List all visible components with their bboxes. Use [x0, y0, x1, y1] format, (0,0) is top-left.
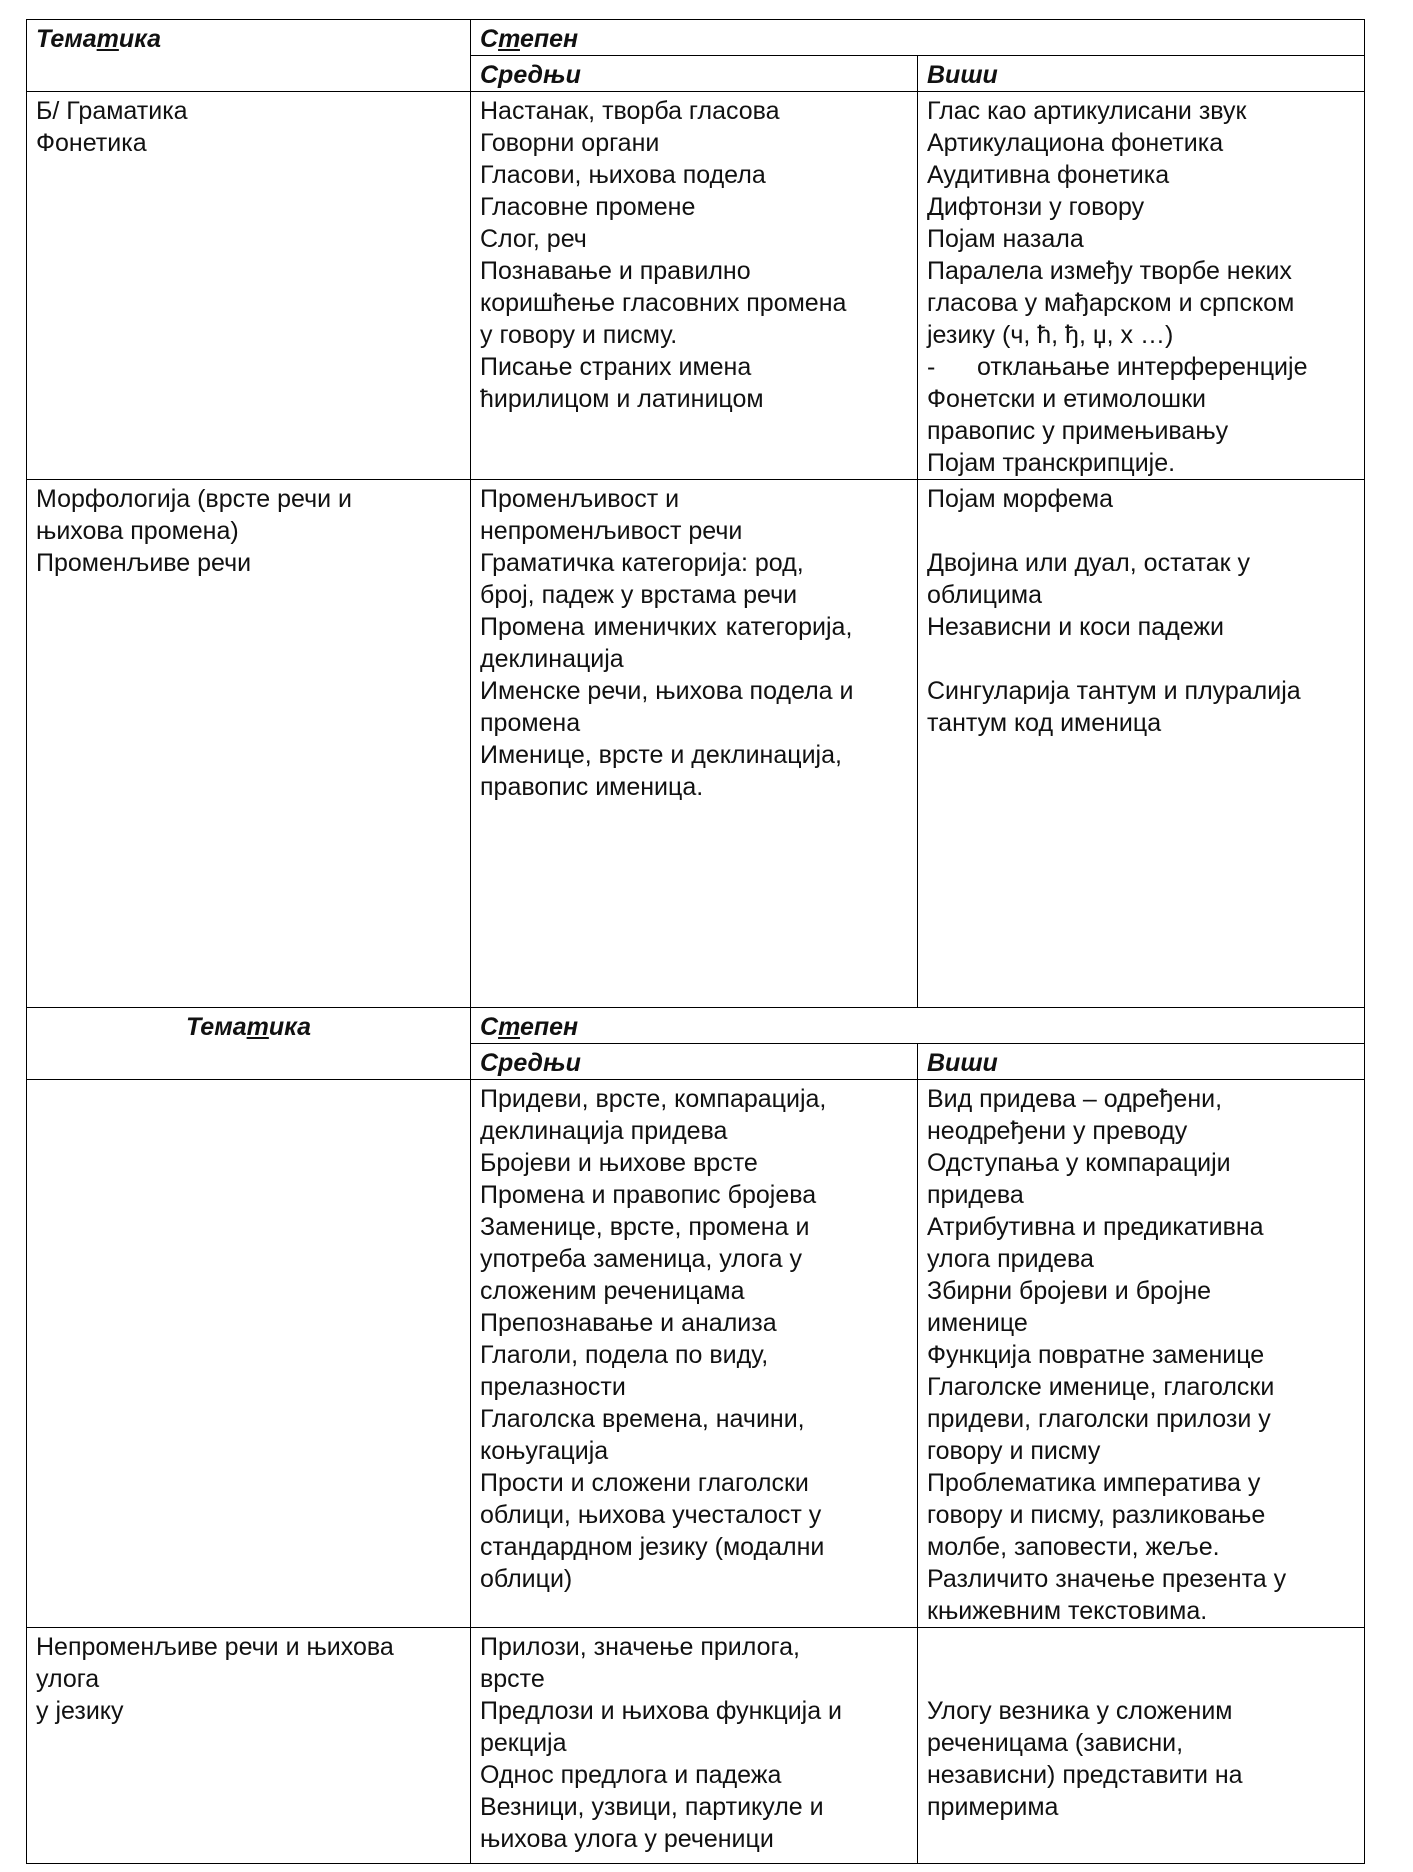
cell-line: сложеним реченицама	[480, 1277, 745, 1305]
cell-line: Непроменљиве речи и њихова	[36, 1633, 394, 1661]
cell-line: Фонетски и етимолошки	[927, 385, 1206, 413]
middle-cell	[471, 1080, 918, 1628]
cell-line: ћирилицом и латиницом	[480, 385, 764, 413]
table-row	[27, 92, 1365, 480]
cell-line: молбе, заповести, жеље.	[927, 1533, 1220, 1561]
topic-cell	[27, 480, 471, 1008]
cell-line: улога	[36, 1665, 100, 1693]
header-topic-label: Тематика	[36, 25, 162, 53]
cell-line: Фонетика	[36, 129, 147, 157]
cell-line: Морфологија (врсте речи и	[36, 485, 353, 513]
cell-line: реченицама (зависни,	[927, 1729, 1184, 1757]
cell-line: Гласовне промене	[480, 193, 696, 221]
cell-line: деклинација	[480, 645, 624, 673]
cell-line: Појам транскрипције.	[927, 449, 1176, 477]
header-row-2	[27, 1008, 1365, 1044]
cell-line: Променљиве речи	[36, 549, 252, 577]
header-row-1	[27, 20, 1365, 56]
header-higher-label: Виши	[927, 61, 998, 89]
cell-line: именице	[927, 1309, 1028, 1337]
cell-line: Прости и сложени глаголски	[480, 1469, 809, 1497]
cell-line: Збирни бројеви и бројне	[927, 1277, 1212, 1305]
header-higher-label: Виши	[927, 1049, 998, 1077]
cell-line: коришћење гласовних промена	[480, 289, 847, 317]
cell-line: Артикулациона фонетика	[927, 129, 1224, 157]
cell-line: Глаголи, подела по виду,	[480, 1341, 769, 1369]
header-middle	[471, 56, 918, 92]
cell-line: Именице, врсте и деклинација,	[480, 741, 842, 769]
cell-line: Промена и правопис бројева	[480, 1181, 817, 1209]
cell-line: Глаголске именице, глаголски	[927, 1373, 1275, 1401]
table-row	[27, 480, 1365, 1008]
middle-cell	[471, 480, 918, 1008]
cell-line: у језику	[36, 1697, 124, 1725]
cell-line: облици, њихова учесталост у	[480, 1501, 822, 1529]
table-row	[27, 1628, 1365, 1864]
cell-line: Прилози, значење прилога,	[480, 1633, 800, 1661]
cell-line: Независни и коси падежи	[927, 613, 1225, 641]
cell-line: улога придева	[927, 1245, 1094, 1273]
header-topic	[27, 1008, 471, 1080]
cell-line: облици)	[480, 1565, 573, 1593]
cell-line: неодређени у преводу	[927, 1117, 1188, 1145]
header-middle	[471, 1044, 918, 1080]
cell-line: рекција	[480, 1729, 567, 1757]
cell-line: употреба заменица, улога у	[480, 1245, 802, 1273]
cell-line: Различито значење презента у	[927, 1565, 1287, 1593]
higher-cell	[918, 480, 1365, 1008]
higher-cell	[918, 1628, 1365, 1864]
header-middle-label: Средњи	[480, 61, 581, 89]
header-topic-label: Тематика	[185, 1013, 311, 1041]
cell-line: говору и писму, разликовање	[927, 1501, 1266, 1529]
cell-line: Улогу везника у сложеним	[927, 1697, 1233, 1725]
topic-cell	[27, 1628, 471, 1864]
header-higher	[918, 56, 1365, 92]
header-degree-label: Степен	[480, 1013, 579, 1041]
cell-line: деклинација придева	[480, 1117, 728, 1145]
higher-cell	[918, 92, 1365, 480]
cell-line: Дифтонзи у говору	[927, 193, 1145, 221]
cell-line: Писање страних имена	[480, 353, 752, 381]
cell-line: Сингуларија тантум и плуралија	[927, 677, 1301, 705]
header-degree-label: Степен	[480, 25, 579, 53]
cell-line: Именске речи, њихова подела и	[480, 677, 854, 705]
cell-line: Препознавање и анализа	[480, 1309, 777, 1337]
cell-line: књижевним текстовима.	[927, 1597, 1208, 1625]
cell-line: у говору и писму.	[480, 321, 678, 349]
blank-line	[927, 1663, 1355, 1695]
cell-line: Аудитивна фонетика	[927, 161, 1170, 189]
cell-line: врсте	[480, 1665, 545, 1693]
cell-line: Гласови, њихова подела	[480, 161, 766, 189]
cell-line: Предлози и њихова функција и	[480, 1697, 843, 1725]
cell-line: Појам назала	[927, 225, 1084, 253]
cell-line: стандардном језику (модални	[480, 1533, 825, 1561]
middle-cell	[471, 92, 918, 480]
cell-line: Промена именичких категорија,	[480, 613, 853, 641]
cell-line: облицима	[927, 581, 1043, 609]
cell-line: језику (ч, ћ, ђ, џ, х …)	[927, 321, 1174, 349]
cell-line: Променљивост и	[480, 485, 680, 513]
cell-line: Придеви, врсте, компарација,	[480, 1085, 827, 1113]
cell-line: независни) представити на	[927, 1761, 1243, 1789]
cell-line: Заменице, врсте, промена и	[480, 1213, 810, 1241]
table-row	[27, 1080, 1365, 1628]
higher-cell	[918, 1080, 1365, 1628]
cell-line: Функција повратне заменице	[927, 1341, 1265, 1369]
header-topic	[27, 20, 471, 92]
header-degree	[471, 20, 1365, 56]
topic-cell	[27, 92, 471, 480]
cell-line: Познавање и правилно	[480, 257, 751, 285]
header-middle-label: Средњи	[480, 1049, 581, 1077]
cell-line: придеви, глаголски прилози у	[927, 1405, 1271, 1433]
cell-line: тантум код именица	[927, 709, 1162, 737]
header-higher	[918, 1044, 1365, 1080]
curriculum-table	[26, 19, 1365, 1864]
bullet-line: - отклањање интерференције	[927, 351, 1355, 383]
cell-line: њихова улога у реченици	[480, 1825, 774, 1853]
cell-line: прелазности	[480, 1373, 626, 1401]
topic-cell	[27, 1080, 471, 1628]
cell-line: Настанак, творба гласова	[480, 97, 780, 125]
cell-line: коњугација	[480, 1437, 609, 1465]
cell-line: гласова у мађарском и српском	[927, 289, 1295, 317]
blank-line	[927, 1631, 1355, 1663]
cell-line: Глас као артикулисани звук	[927, 97, 1247, 125]
cell-line: говору и писму	[927, 1437, 1101, 1465]
cell-line: Б/ Граматика	[36, 97, 188, 125]
blank-line	[927, 515, 1355, 547]
cell-line: Атрибутивна и предикативна	[927, 1213, 1264, 1241]
cell-line: промена	[480, 709, 581, 737]
cell-line: њихова промена)	[36, 517, 239, 545]
cell-line: Паралела између творбе неких	[927, 257, 1292, 285]
cell-line: непроменљивост речи	[480, 517, 743, 545]
cell-line: Слог, реч	[480, 225, 587, 253]
cell-line: придева	[927, 1181, 1024, 1209]
blank-line	[927, 643, 1355, 675]
cell-line: Појам морфема	[927, 485, 1114, 513]
cell-line: Одступања у компарацији	[927, 1149, 1231, 1177]
middle-cell	[471, 1628, 918, 1864]
cell-line: Везници, узвици, партикуле и	[480, 1793, 824, 1821]
cell-line: Вид придева – одређени,	[927, 1085, 1223, 1113]
cell-line: Глаголска времена, начини,	[480, 1405, 805, 1433]
cell-line: Бројеви и њихове врсте	[480, 1149, 758, 1177]
cell-line: број, падеж у врстама речи	[480, 581, 798, 609]
cell-line: Граматичка категорија: род,	[480, 549, 804, 577]
cell-line: Проблематика императива у	[927, 1469, 1261, 1497]
cell-line: примерима	[927, 1793, 1059, 1821]
cell-line: правопис у примењивању	[927, 417, 1229, 445]
cell-line: Говорни органи	[480, 129, 660, 157]
cell-line: правопис именица.	[480, 773, 704, 801]
cell-line: Двојина или дуал, остатак у	[927, 549, 1251, 577]
cell-line: Однос предлога и падежа	[480, 1761, 782, 1789]
header-degree	[471, 1008, 1365, 1044]
